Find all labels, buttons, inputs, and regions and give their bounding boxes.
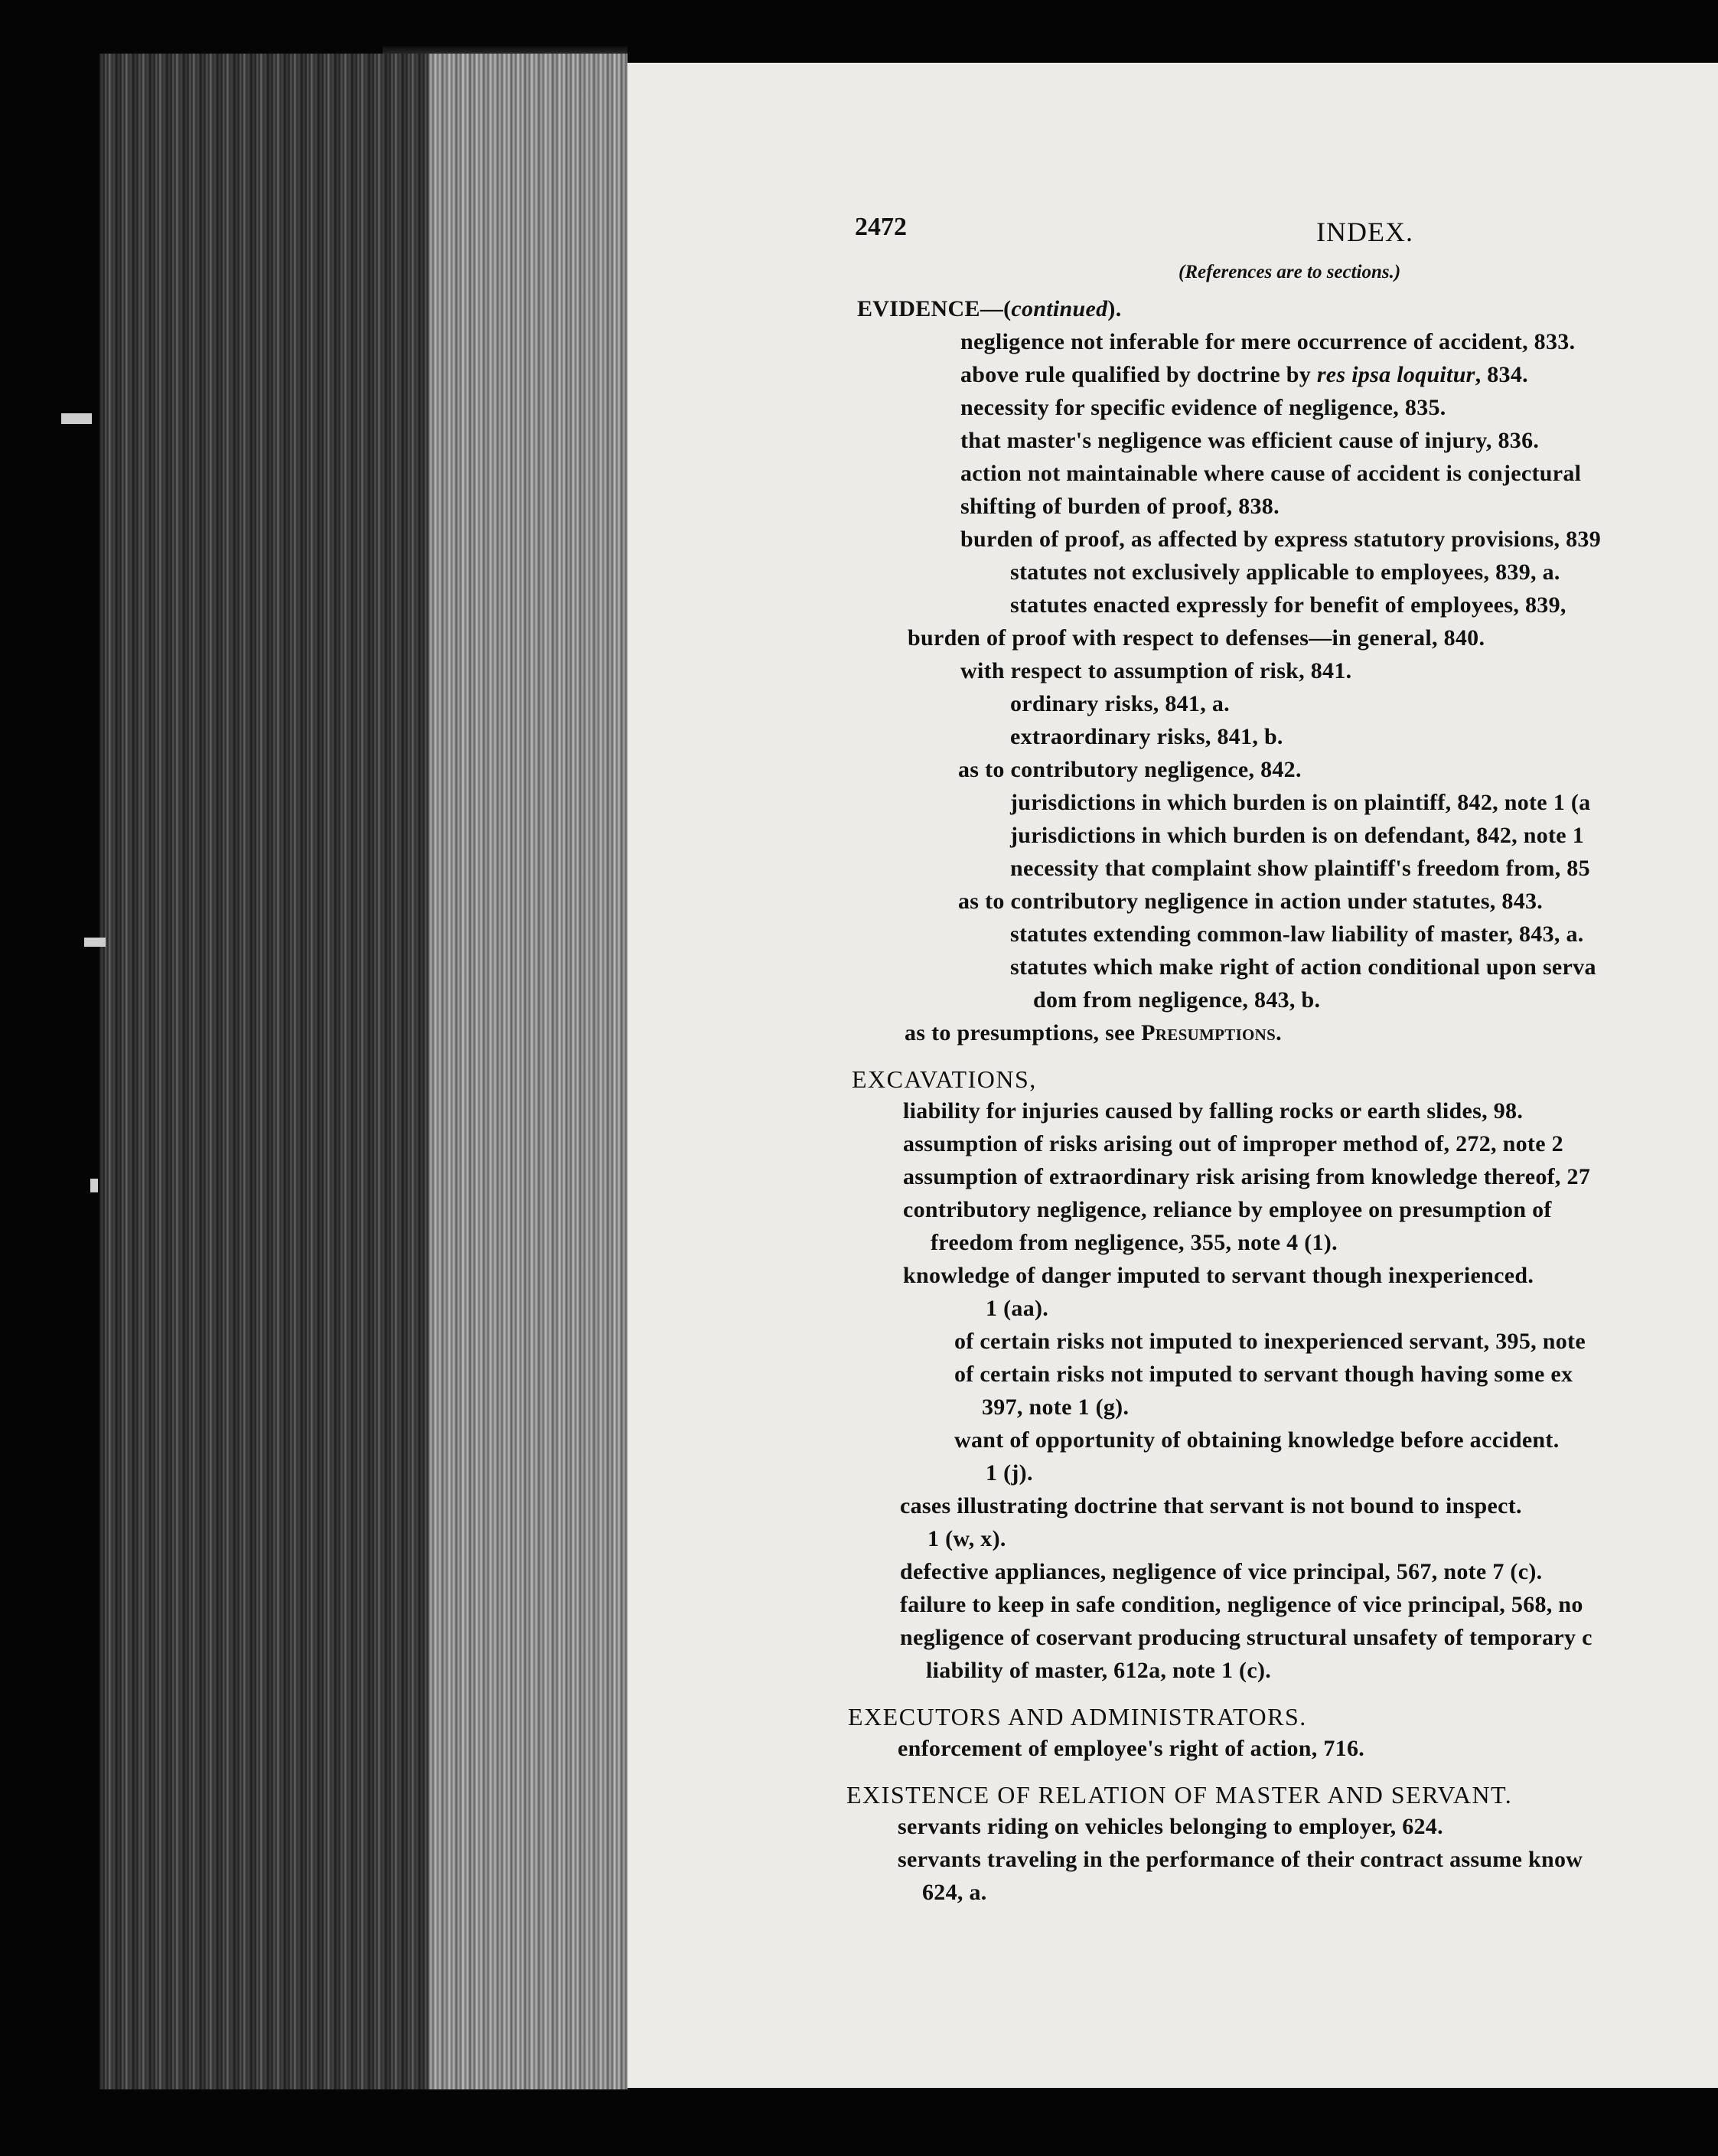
index-text-run: 624, a. <box>922 1880 987 1905</box>
index-line-l29 <box>931 1230 1338 1256</box>
index-text-run: freedom from negligence, 355, note 4 (1). <box>931 1230 1338 1255</box>
index-text-run: shifting of burden of proof, 838. <box>960 494 1280 519</box>
index-line-l31 <box>986 1296 1048 1322</box>
index-text-run: EXISTENCE OF RELATION OF MASTER AND SERVANT. <box>846 1781 1513 1809</box>
index-text-run: liability of master, 612a, note 1 (c). <box>926 1658 1272 1683</box>
references-note: (References are to sections.) <box>1178 262 1401 282</box>
index-text-run: assumption of extraordinary risk arising from knowledge thereof, 27 <box>903 1164 1591 1189</box>
index-text-run: as to contributory negligence in action under statutes, 843. <box>958 889 1544 914</box>
index-text-run: action not maintainable where cause of accident is conjectural <box>960 461 1582 486</box>
index-line-l14 <box>1010 724 1283 750</box>
index-text-run: of certain risks not imputed to inexperienced servant, 395, note <box>954 1329 1586 1354</box>
index-text-run: necessity for specific evidence of negligence, 835. <box>960 395 1446 420</box>
index-text-run: assumption of risks arising out of improper method of, 272, note 2 <box>903 1131 1563 1156</box>
index-text-run: extraordinary risks, 841, b. <box>1010 724 1283 749</box>
index-line-l22 <box>1033 987 1320 1013</box>
index-text-run: defective appliances, negligence of vice principal, 567, note 7 (c). <box>900 1559 1543 1584</box>
index-line-l36 <box>986 1460 1033 1486</box>
index-text-run: that master's negligence was efficient cause of injury, 836. <box>960 428 1540 453</box>
index-line-l03 <box>960 362 1528 388</box>
index-text-run: EXECUTORS AND ADMINISTRATORS. <box>848 1703 1307 1730</box>
index-line-l07 <box>960 494 1280 520</box>
index-text-run: , 834. <box>1475 362 1528 387</box>
index-line-l42 <box>926 1658 1271 1684</box>
index-text-run: jurisdictions in which burden is on defendant, 842, note 1 <box>1010 823 1585 848</box>
index-line-l47 <box>898 1847 1583 1873</box>
index-text-run: statutes extending common-law liability of master, 843, a. <box>1010 921 1584 947</box>
index-text-run: 1 (j). <box>986 1460 1033 1486</box>
index-line-l21 <box>1010 954 1596 980</box>
index-text-run: statutes not exclusively applicable to employees, 839, a. <box>1010 559 1560 585</box>
index-line-l32 <box>954 1329 1586 1355</box>
index-line-l23 <box>905 1020 1282 1046</box>
index-text-run: ordinary risks, 841, a. <box>1010 691 1230 716</box>
index-line-l15 <box>958 757 1302 783</box>
index-line-l34 <box>982 1394 1129 1420</box>
index-line-l48 <box>922 1880 987 1906</box>
index-text-run: EXCAVATIONS, <box>852 1065 1037 1093</box>
index-line-l19 <box>958 889 1543 915</box>
index-line-l20 <box>1010 921 1584 948</box>
index-line-l05 <box>960 428 1539 454</box>
index-line-l09 <box>1010 559 1560 585</box>
index-line-l24 <box>852 1065 1037 1094</box>
index-text-run: of certain risks not imputed to servant though having some ex <box>954 1362 1573 1387</box>
index-line-l43 <box>848 1703 1307 1731</box>
index-line-l01 <box>857 296 1122 322</box>
index-text-run: negligence of coservant producing structural unsafety of temporary c <box>900 1625 1592 1650</box>
index-text-run: failure to keep in safe condition, negligence of vice principal, 568, no <box>900 1592 1583 1617</box>
index-text-run: 1 (aa). <box>986 1296 1049 1321</box>
index-text-run: ). <box>1107 296 1122 321</box>
index-line-l18 <box>1010 856 1590 882</box>
book-page-edges-highlight <box>429 54 628 2089</box>
index-text-run: statutes enacted expressly for benefit of employees, 839, <box>1010 592 1566 618</box>
index-text-run: above rule qualified by doctrine by <box>960 362 1317 387</box>
index-text-run: necessity that complaint show plaintiff's freedom from, 85 <box>1010 856 1590 881</box>
index-line-l38 <box>927 1526 1006 1552</box>
index-line-l37 <box>900 1493 1522 1519</box>
index-line-l26 <box>903 1131 1563 1157</box>
index-line-l16 <box>1010 790 1590 816</box>
index-text-run: servants riding on vehicles belonging to employer, 624. <box>898 1814 1443 1839</box>
index-line-l17 <box>1010 823 1584 849</box>
index-text-run: enforcement of employee's right of action, 716. <box>898 1736 1365 1761</box>
page-number: 2472 <box>855 213 907 241</box>
index-line-l12 <box>960 658 1351 684</box>
index-line-l45 <box>846 1781 1512 1809</box>
index-line-l30 <box>903 1263 1534 1289</box>
index-line-l02 <box>960 329 1575 355</box>
index-text-run: want of opportunity of obtaining knowledge before accident. <box>954 1427 1560 1453</box>
index-line-l13 <box>1010 691 1230 717</box>
index-text-run: liability for injuries caused by falling rocks or earth slides, 98. <box>903 1098 1524 1124</box>
index-text-run: servants traveling in the performance of their contract assume know <box>898 1847 1583 1872</box>
index-text-run: with respect to assumption of risk, 841. <box>960 658 1352 683</box>
page-title: INDEX. <box>1316 217 1413 247</box>
index-line-l11 <box>908 625 1485 651</box>
index-line-l08 <box>960 527 1601 553</box>
index-line-l10 <box>1010 592 1566 618</box>
index-text-run: as to contributory negligence, 842. <box>958 757 1302 782</box>
index-text-run: as to presumptions, see <box>905 1020 1142 1045</box>
index-text-run: EVIDENCE—( <box>857 296 1012 321</box>
scan-speck <box>90 1179 98 1192</box>
index-line-l28 <box>903 1197 1552 1223</box>
index-line-l46 <box>898 1814 1443 1840</box>
index-text-run: statutes which make right of action conditional upon serva <box>1010 954 1596 980</box>
index-text-run: knowledge of danger imputed to servant though inexperienced. <box>903 1263 1534 1288</box>
index-text-run: 1 (w, x). <box>927 1526 1006 1551</box>
index-line-l27 <box>903 1164 1590 1190</box>
scan-speck <box>61 413 92 424</box>
index-text-run: 397, note 1 (g). <box>982 1394 1130 1420</box>
index-text-run: burden of proof, as affected by express statutory provisions, 839 <box>960 527 1602 552</box>
index-text-run: jurisdictions in which burden is on plaintiff, 842, note 1 (a <box>1010 790 1591 815</box>
index-line-l35 <box>954 1427 1560 1453</box>
index-line-l06 <box>960 461 1581 487</box>
index-line-l41 <box>900 1625 1592 1651</box>
index-text-run: res ipsa loquitur <box>1316 362 1475 387</box>
index-text-run: cases illustrating doctrine that servant is not bound to inspect. <box>900 1493 1522 1518</box>
index-line-l40 <box>900 1592 1583 1618</box>
index-text-run: . <box>1276 1020 1282 1045</box>
index-line-l04 <box>960 395 1446 421</box>
index-text-run: Presumptions <box>1141 1020 1276 1045</box>
scan-speck <box>84 938 106 947</box>
index-text-run: dom from negligence, 843, b. <box>1033 987 1321 1013</box>
index-line-l44 <box>898 1736 1364 1762</box>
index-line-l25 <box>903 1098 1523 1124</box>
index-line-l33 <box>954 1362 1573 1388</box>
index-text-run: negligence not inferable for mere occurrence of accident, 833. <box>960 329 1576 354</box>
index-text-run: contributory negligence, reliance by employee on presumption of <box>903 1197 1552 1222</box>
index-line-l39 <box>900 1559 1542 1585</box>
index-text-run: continued <box>1011 296 1108 321</box>
index-text-run: burden of proof with respect to defenses—in general, 840. <box>908 625 1485 651</box>
